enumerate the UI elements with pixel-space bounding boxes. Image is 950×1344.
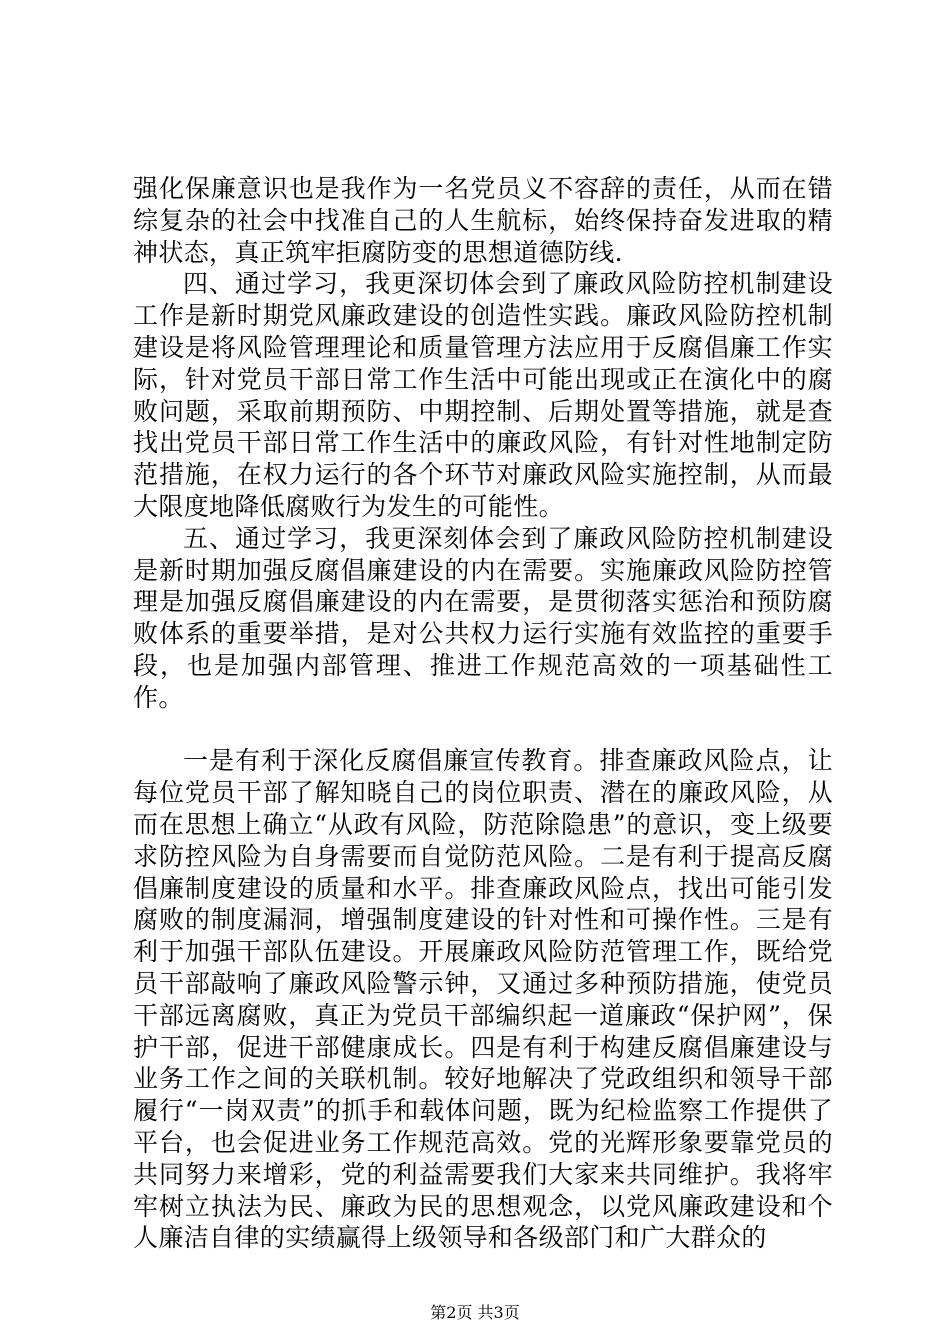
paragraph-section-five: 五、通过学习，我更深刻体会到了廉政风险防控机制建设是新时期加强反腐倡廉建设的内在需要。实施廉政风险防控管理是加强反腐倡廉建设的内在需要，是贯彻落实惩治和预防腐败体系的重要举措，是对公共权力运行实施有效监控的重要手段，也是加强内部管理、推进工作规范高效的一项基础性工作。	[133, 523, 833, 712]
page-number-footer: 第2页 共3页	[430, 1303, 520, 1322]
paragraph-section-four: 四、通过学习，我更深切体会到了廉政风险防控机制建设工作是新时期党风廉政建设的创造性实践。廉政风险防控机制建设是将风险管理理论和质量管理方法应用于反腐倡廉工作实际，针对党员干部日常工作生活中可能出现或正在演化中的腐败问题，采取前期预防、中期控制、后期处置等措施，就是查找出党员干部日常工作生活中的廉政风险，有针对性地制定防范措施，在权力运行的各个环节对廉政风险实施控制，从而最大限度地降低腐败行为发生的可能性。	[133, 269, 833, 521]
paragraph-spacer	[133, 714, 833, 746]
document-body	[133, 173, 833, 1254]
paragraph-continuation: 强化保廉意识也是我作为一名党员义不容辞的责任，从而在错综复杂的社会中找准自己的人生航标，始终保持奋发进取的精神状态，真正筑牢拒腐防变的思想道德防线.	[133, 174, 833, 267]
paragraph-benefits: 一是有利于深化反腐倡廉宣传教育。排查廉政风险点，让每位党员干部了解知晓自己的岗位职责、潜在的廉政风险，从而在思想上确立“从政有风险，防范除隐患”的意识，变上级要求防控风险为自身需要而自觉防范风险。二是有利于提高反腐倡廉制度建设的质量和水平。排查廉政风险点，找出可能引发腐败的制度漏洞，增强制度建设的针对性和可操作性。三是有利于加强干部队伍建设。开展廉政风险防范管理工作，既给党员干部敲响了廉政风险警示钟，又通过多种预防措施，使党员干部远离腐败，真正为党员干部编织起一道廉政“保护网”，保护干部，促进干部健康成长。四是有利于构建反腐倡廉建设与业务工作之间的关联机制。较好地解决了党政组织和领导干部履行“一岗双责”的抓手和载体问题，既为纪检监察工作提供了平台，也会促进业务工作规范高效。党的光辉形象要靠党员的共同努力来增彩，党的利益需要我们大家来共同维护。我将牢牢树立执法为民、廉政为民的思想观念，以党风廉政建设和个人廉洁自律的实绩赢得上级领导和各级部门和广大群众的	[133, 746, 833, 1253]
